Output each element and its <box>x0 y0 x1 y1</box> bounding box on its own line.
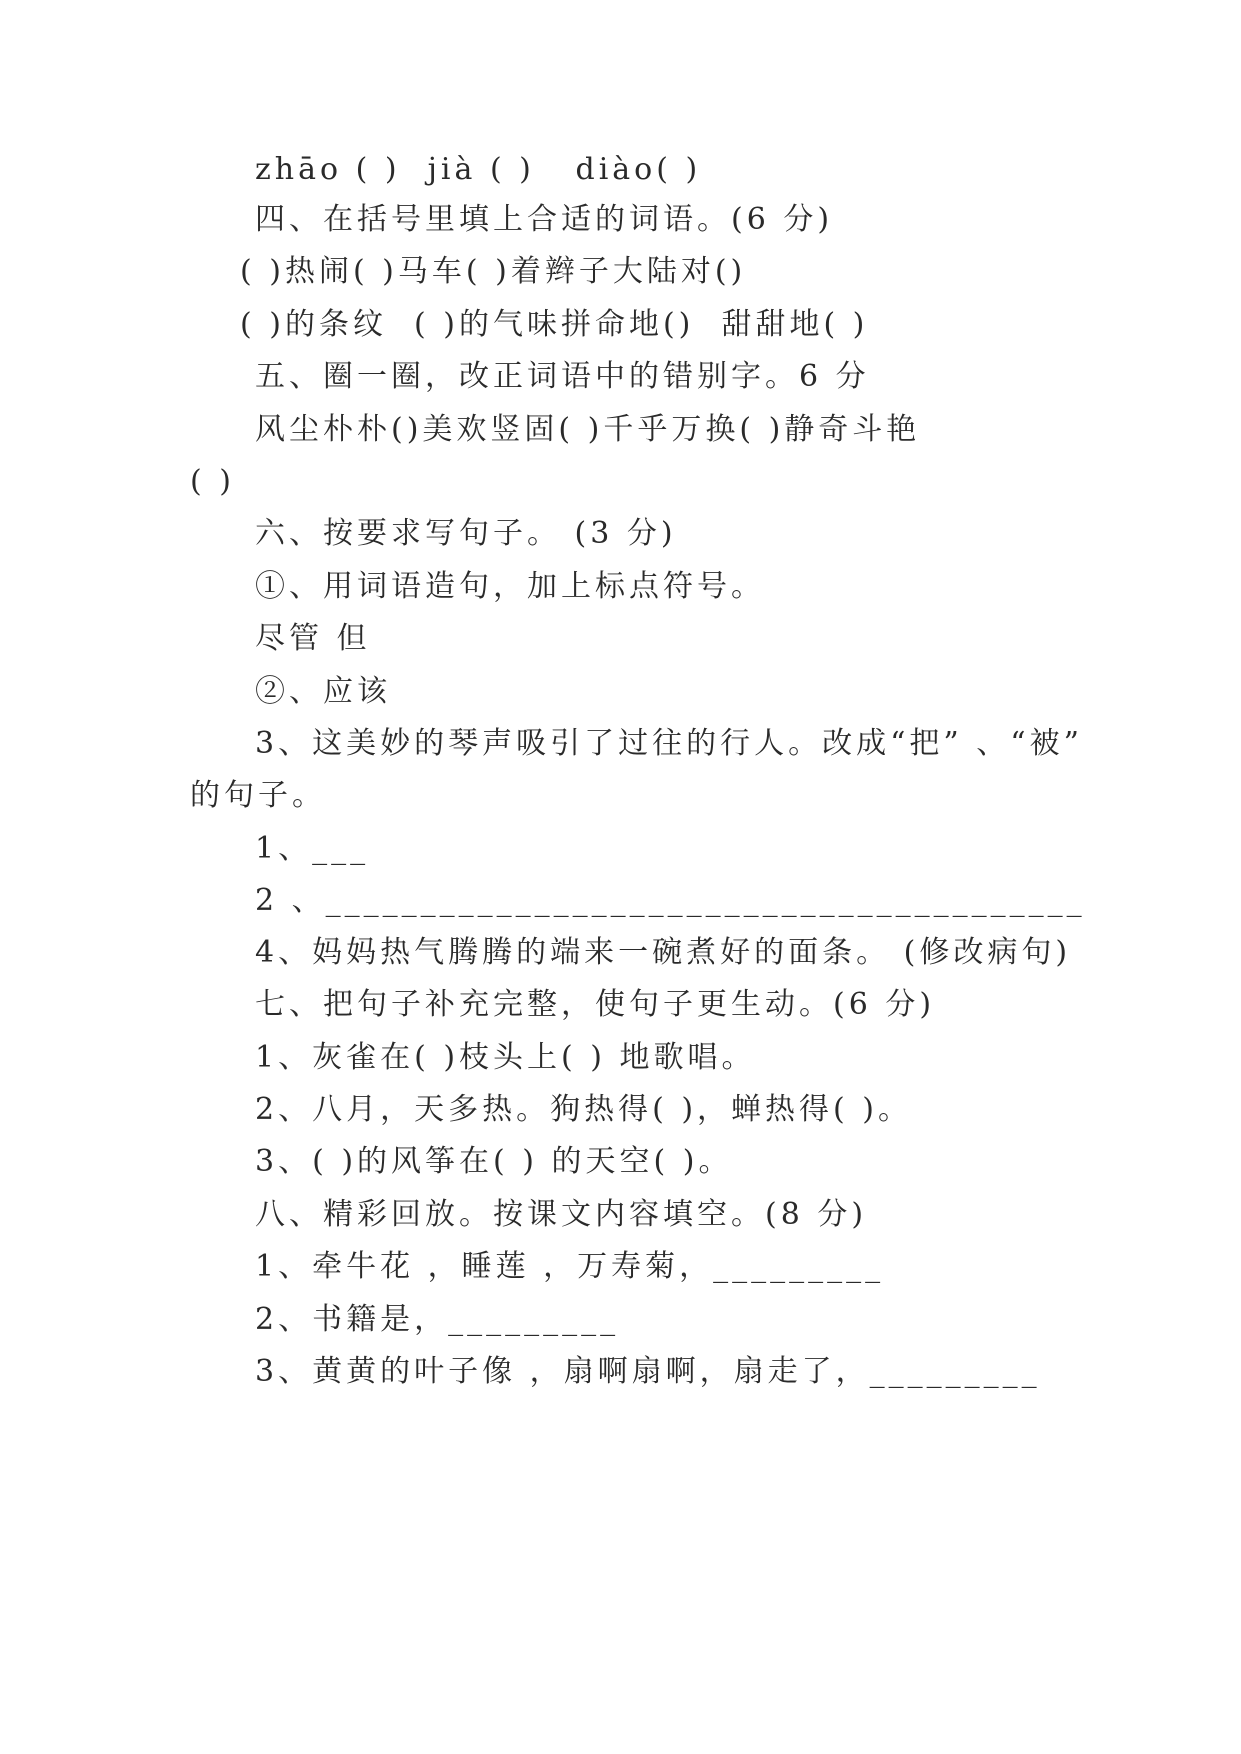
fill-words-line-1: ( )热闹( )马车( )着辫子大陆对() <box>240 254 747 289</box>
complete-sentence-1: 1、灰雀在( )枝头上( ) 地歌唱。 <box>255 1040 756 1075</box>
pinyin-line: zhāo ( ) jià ( ) diào( ) <box>255 152 702 187</box>
answer-line-2: 2 、________________________________________ <box>255 883 1086 918</box>
task-3-instruction: 3、这美妙的琴声吸引了过往的行人。改成“把” 、“被” <box>255 726 1083 761</box>
section-eight-heading: 八、精彩回放。按课文内容填空。(8 分) <box>255 1197 868 1232</box>
typo-words-line-continued: ( ) <box>190 464 235 499</box>
section-five-heading: 五、圈一圈，改正词语中的错别字。6 分 <box>255 359 870 394</box>
task-1-words: 尽管 但 <box>255 621 371 656</box>
answer-line-1: 1、___ <box>255 831 370 866</box>
task-2-word: ②、应该 <box>255 674 391 709</box>
task-3-instruction-continued: 的句子。 <box>190 778 326 813</box>
complete-sentence-3: 3、( )的风筝在( ) 的天空( )。 <box>255 1144 733 1179</box>
section-six-heading: 六、按要求写句子。 (3 分) <box>255 516 677 551</box>
recall-line-2: 2、书籍是，_________ <box>255 1302 620 1337</box>
recall-line-1: 1、牵牛花 ，睡莲 ，万寿菊，_________ <box>255 1249 885 1284</box>
section-seven-heading: 七、把句子补充完整，使句子更生动。(6 分) <box>255 987 936 1022</box>
typo-words-line: 风尘朴朴()美欢竖固( )千乎万换( )静奇斗艳 <box>255 412 921 447</box>
task-4-instruction: 4、妈妈热气腾腾的端来一碗煮好的面条。 (修改病句) <box>255 935 1072 970</box>
fill-words-line-2: ( )的条纹 ( )的气味拼命地() 甜甜地( ) <box>240 307 869 342</box>
section-four-heading: 四、在括号里填上合适的词语。(6 分) <box>255 202 834 237</box>
complete-sentence-2: 2、八月，天多热。狗热得( )，蝉热得( )。 <box>255 1092 912 1127</box>
task-1-instruction: ①、用词语造句，加上标点符号。 <box>255 569 765 604</box>
recall-line-3: 3、黄黄的叶子像 ，扇啊扇啊，扇走了，_________ <box>255 1354 1041 1389</box>
